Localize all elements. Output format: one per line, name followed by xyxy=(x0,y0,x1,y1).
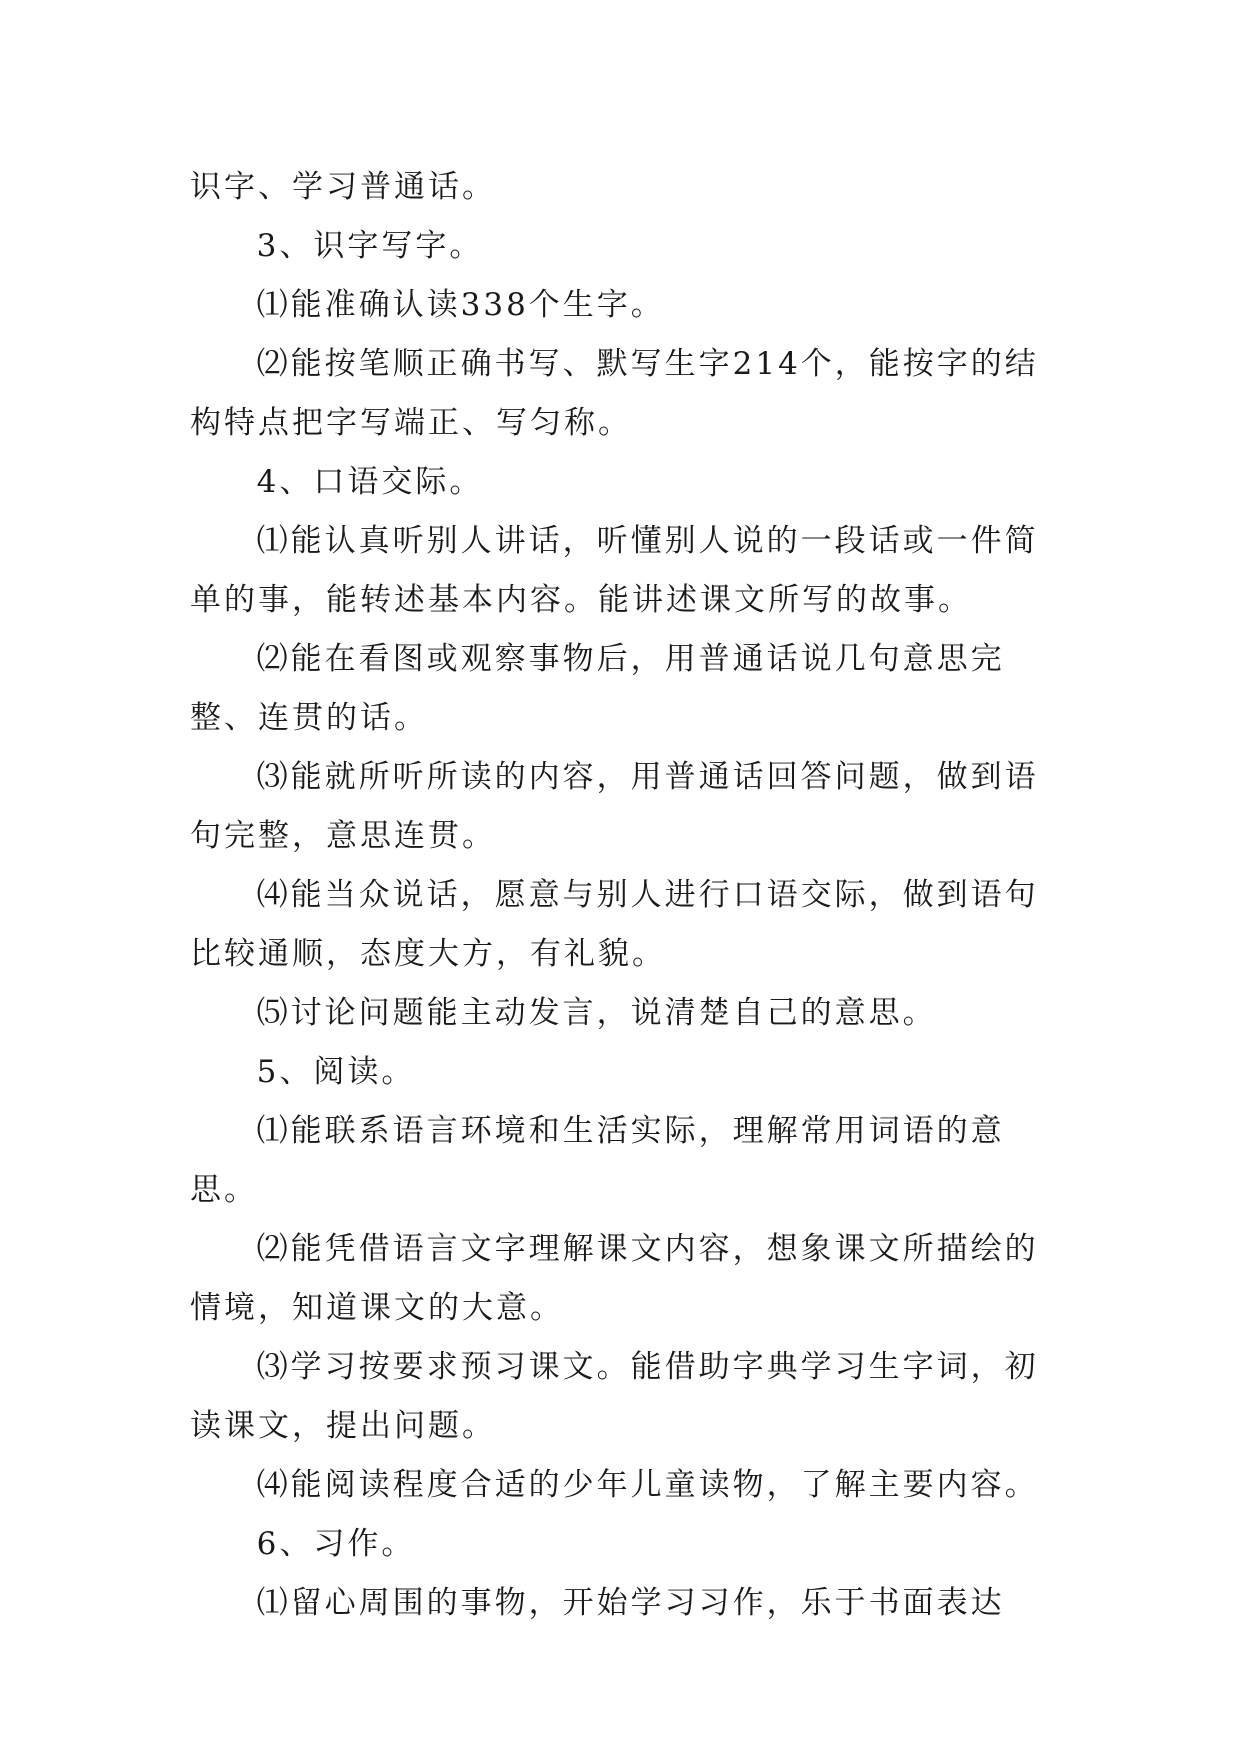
list-item: ⑴留心周围的事物，开始学习习作，乐于书面表达 xyxy=(256,1585,1005,1621)
section-heading-oral: 4、口语交际。 xyxy=(256,464,484,500)
section-heading-literacy: 3、识字写字。 xyxy=(256,228,484,264)
list-item: ⑴能准确认读338个生字。 xyxy=(256,287,665,323)
list-item: ⑶学习按要求预习课文。能借助字典学习生字词，初读课文，提出问题。 xyxy=(190,1349,1039,1444)
list-item: ⑴能联系语言环境和生活实际，理解常用词语的意思。 xyxy=(190,1113,1005,1208)
list-item: ⑷能当众说话，愿意与别人进行口语交际，做到语句比较通顺，态度大方，有礼貌。 xyxy=(190,877,1039,972)
list-item: ⑵能凭借语言文字理解课文内容，想象课文所描绘的情境，知道课文的大意。 xyxy=(190,1231,1039,1326)
section-heading-reading: 5、阅读。 xyxy=(256,1054,416,1090)
list-item: ⑶能就所听所读的内容，用普通话回答问题，做到语句完整，意思连贯。 xyxy=(190,759,1039,854)
list-item: ⑷能阅读程度合适的少年儿童读物，了解主要内容。 xyxy=(256,1467,1039,1503)
list-item: ⑴能认真听别人讲话，听懂别人说的一段话或一件简单的事，能转述基本内容。能讲述课文所写的故事。 xyxy=(190,523,1039,618)
list-item: ⑸讨论问题能主动发言，说清楚自己的意思。 xyxy=(256,995,937,1031)
paragraph-continuation: 识字、学习普通话。 xyxy=(190,169,496,205)
document-body xyxy=(190,158,1070,1633)
section-heading-writing: 6、习作。 xyxy=(256,1526,416,1562)
list-item: ⑵能在看图或观察事物后，用普通话说几句意思完整、连贯的话。 xyxy=(190,641,1005,736)
list-item: ⑵能按笔顺正确书写、默写生字214个，能按字的结构特点把字写端正、写匀称。 xyxy=(190,346,1039,441)
